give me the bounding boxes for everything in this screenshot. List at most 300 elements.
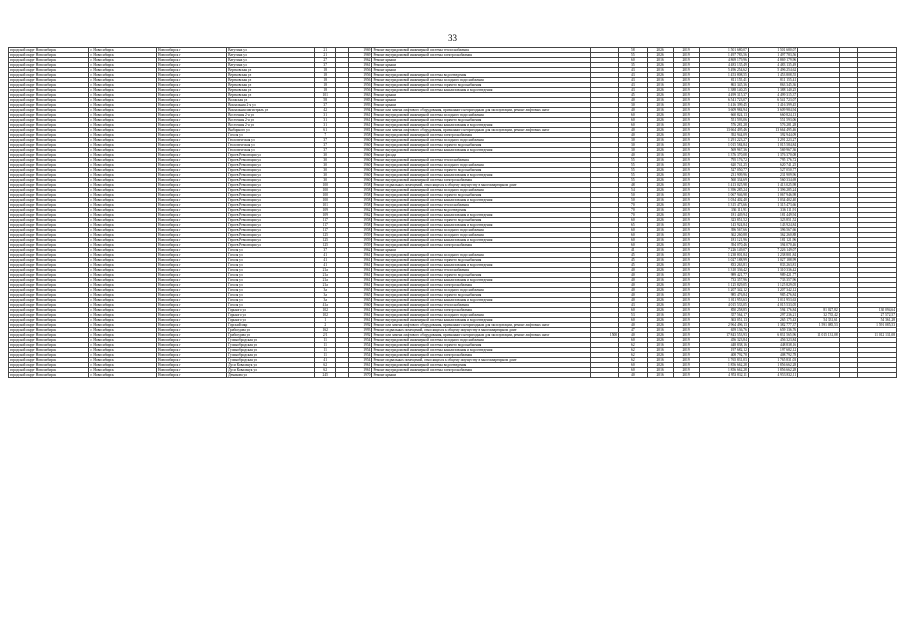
cell-settlement: Новосибирск г — [156, 153, 226, 158]
cell-fund-cost: 1 011 953,63 — [748, 298, 797, 303]
cell-fund-cost: 660 824,13 — [748, 113, 797, 118]
cell-work-type: Ремонт внутридомовой инженерной системы холодного водоснабжения — [372, 233, 590, 238]
cell-city: г. Новосибирск — [89, 338, 157, 343]
cell-year: 2019 — [673, 123, 699, 128]
cell-house-number: 37 — [315, 103, 336, 108]
cell-budget-cost: 130 094,64 — [857, 308, 896, 313]
cell-fund-cost: 6 541 723,07 — [748, 98, 797, 103]
cell-district: городской округ Новосибирск — [9, 68, 89, 73]
cell-settlement: Новосибирск г — [156, 238, 226, 243]
cell-settlement: Новосибирск г — [156, 108, 226, 113]
cell-street: Гусинобродская ул — [227, 358, 315, 363]
cell-plan-year: 2026 — [647, 173, 673, 178]
cell-year: 2019 — [673, 63, 699, 68]
cell-total-cost: 336 111,91 — [699, 208, 748, 213]
cell-total-cost: 181 121,96 — [699, 238, 748, 243]
cell-year-built: 1958 — [349, 188, 372, 193]
cell-plan-year: 2016 — [647, 123, 673, 128]
cell-street: Вертковская ул — [227, 83, 315, 88]
cell-total-cost: 1 015 584,84 — [699, 143, 748, 148]
cell-year-built: 1965 — [349, 288, 372, 293]
cell-work-type: Ремонт внутридомовой инженерной системы холодного водоснабжения — [372, 188, 590, 193]
cell-settlement: Новосибирск г — [156, 118, 226, 123]
cell-total-cost: 733 357,96 — [699, 278, 748, 283]
cell-year: 2019 — [673, 328, 699, 333]
cell-district: городской округ Новосибирск — [9, 368, 89, 373]
cell-total-cost: 363 051,13 — [699, 318, 748, 323]
cell-fund-cost: 985 476,84 — [748, 293, 797, 298]
cell-budget-cost: 11 012 131,08 — [857, 333, 896, 338]
cell-work-type: Ремонт внутридомовой инженерной системы канализования и водоотведения — [372, 298, 590, 303]
cell-house-number: 125 — [315, 233, 336, 238]
cell-year-built: 1961 — [349, 283, 372, 288]
cell-year: 2019 — [673, 103, 699, 108]
cell-wear: 55 — [619, 53, 648, 58]
cell-plan-year: 2026 — [647, 48, 673, 53]
cell-plan-year: 2016 — [647, 198, 673, 203]
cell-city: г. Новосибирск — [89, 183, 157, 188]
cell-fund-cost: 1 501 680,07 — [748, 48, 797, 53]
cell-district: городской округ Новосибирск — [9, 353, 89, 358]
cell-wear: 55 — [619, 168, 648, 173]
cell-house-number: 162 — [315, 328, 336, 333]
cell-city: г. Новосибирск — [89, 193, 157, 198]
cell-settlement: Новосибирск г — [156, 313, 226, 318]
cell-wear: 45 — [619, 93, 648, 98]
cell-year: 2019 — [673, 83, 699, 88]
cell-total-cost: 1 388 140,25 — [699, 88, 748, 93]
table-row — [9, 373, 897, 378]
cell-street: Восточная 2-я ул — [227, 123, 315, 128]
cell-total-cost: 985 476,84 — [699, 293, 748, 298]
cell-wear: 53 — [619, 313, 648, 318]
cell-settlement: Новосибирск г — [156, 73, 226, 78]
cell-wear: 45 — [619, 263, 648, 268]
cell-work-type: Ремонт или замена лифтового оборудования, признанного непригодным для эксплуатации, ремонт лифтовых шахт — [372, 108, 590, 113]
cell-plan-year: 2026 — [647, 63, 673, 68]
cell-work-type: Ремонт внутридомовой инженерной системы электроснабжения — [372, 133, 590, 138]
cell-year-built: 1961 — [349, 118, 372, 123]
cell-city: г. Новосибирск — [89, 298, 157, 303]
cell-fund-cost: 456 323,84 — [748, 338, 797, 343]
cell-year-built: 1994 — [349, 108, 372, 113]
cell-year-built: 1992 — [349, 333, 372, 338]
cell-work-type: Ремонт подвальных помещений, относящихся к общему имуществу в многоквартирном доме — [372, 183, 590, 188]
cell-wear: 40 — [619, 298, 648, 303]
cell-year: 2019 — [673, 53, 699, 58]
cell-year: 2019 — [673, 308, 699, 313]
cell-district: городской округ Новосибирск — [9, 183, 89, 188]
cell-wear: 40 — [619, 288, 648, 293]
cell-work-type: Ремонт внутридомовой инженерной системы холодного водоснабжения — [372, 163, 590, 168]
cell-year: 2019 — [673, 238, 699, 243]
cell-district: городской округ Новосибирск — [9, 93, 89, 98]
cell-district: городской округ Новосибирск — [9, 343, 89, 348]
cell-year: 2019 — [673, 133, 699, 138]
cell-city: г. Новосибирск — [89, 53, 157, 58]
cell-work-type: Ремонт внутридомовой инженерной системы водоотведения — [372, 363, 590, 368]
cell-settlement: Новосибирск г — [156, 273, 226, 278]
cell-district: городской округ Новосибирск — [9, 123, 89, 128]
cell-house-number: 100 — [315, 198, 336, 203]
cell-year-built: 1960 — [349, 168, 372, 173]
cell-work-type: Ремонт внутридомовой инженерной системы горячего водоснабжения — [372, 343, 590, 348]
cell-wear: 60 — [619, 58, 648, 63]
cell-street: Ватутина ул — [227, 48, 315, 53]
cell-year: 2019 — [673, 163, 699, 168]
cell-year: 2019 — [673, 363, 699, 368]
cell-year-built: 1958 — [349, 193, 372, 198]
cell-city: г. Новосибирск — [89, 63, 157, 68]
cell-city: г. Новосибирск — [89, 323, 157, 328]
cell-house-number: 102 — [315, 308, 336, 313]
cell-fund-cost: 181 121,96 — [748, 238, 797, 243]
cell-year: 2019 — [673, 158, 699, 163]
cell-work-type: Ремонт внутридомовой инженерной системы канализования и водоотведения — [372, 348, 590, 353]
cell-year-built: 1961 — [349, 368, 372, 373]
cell-plan-year: 2016 — [647, 78, 673, 83]
cell-wear: 45 — [619, 258, 648, 263]
cell-work-type: Ремонт внутридомовой инженерной системы горячего водоснабжения — [372, 193, 590, 198]
cell-work-type: Ремонт крыши — [372, 248, 590, 253]
cell-house-number: 11 — [315, 343, 336, 348]
cell-city: г. Новосибирск — [89, 133, 157, 138]
cell-street: Вертковская ул — [227, 78, 315, 83]
cell-year: 2019 — [673, 263, 699, 268]
cell-city: г. Новосибирск — [89, 293, 157, 298]
cell-house-number: 3а — [315, 288, 336, 293]
cell-budget-cost: 27 572,57 — [857, 313, 896, 318]
cell-year-built: 1954 — [349, 358, 372, 363]
cell-plan-year: 2016 — [647, 368, 673, 373]
cell-year: 2019 — [673, 258, 699, 263]
cell-wear: 58 — [619, 48, 648, 53]
cell-city: г. Новосибирск — [89, 58, 157, 63]
cell-street: Гусинобродская ул — [227, 348, 315, 353]
cell-house-number: 37 — [315, 143, 336, 148]
cell-wear: 55 — [619, 173, 648, 178]
cell-settlement: Новосибирск г — [156, 103, 226, 108]
cell-house-number: 30 — [315, 153, 336, 158]
cell-settlement: Новосибирск г — [156, 133, 226, 138]
cell-year: 2019 — [673, 333, 699, 338]
cell-year-built: 1992 — [349, 323, 372, 328]
cell-plan-year: 2026 — [647, 188, 673, 193]
cell-district: городской округ Новосибирск — [9, 328, 89, 333]
cell-year: 2019 — [673, 88, 699, 93]
cell-settlement: Новосибирск г — [156, 183, 226, 188]
cell-work-type: Ремонт внутридомовой инженерной системы канализования и водоотведения — [372, 238, 590, 243]
cell-year: 2019 — [673, 283, 699, 288]
cell-work-type: Ремонт крыши — [372, 98, 590, 103]
cell-street: Гоголя ул — [227, 253, 315, 258]
cell-year-built: 1960 — [349, 163, 372, 168]
cell-plan-year: 2016 — [647, 373, 673, 378]
cell-other-cost: 54 331,61 — [798, 318, 840, 323]
cell-district: городской округ Новосибирск — [9, 318, 89, 323]
cell-settlement: Новосибирск г — [156, 53, 226, 58]
cell-fund-cost: 1 207 342,12 — [748, 288, 797, 293]
cell-year-built: 1969 — [349, 48, 372, 53]
cell-work-type: Ремонт внутридомовой инженерной системы электроснабжения — [372, 178, 590, 183]
cell-fund-cost: 1 856 662,28 — [748, 368, 797, 373]
cell-total-cost: 396 567,66 — [699, 228, 748, 233]
cell-district: городской округ Новосибирск — [9, 263, 89, 268]
cell-year: 2019 — [673, 253, 699, 258]
cell-settlement: Новосибирск г — [156, 228, 226, 233]
cell-district: городской округ Новосибирск — [9, 298, 89, 303]
cell-year-built: 1960 — [349, 173, 372, 178]
cell-total-cost: 456 323,84 — [699, 338, 748, 343]
cell-settlement: Новосибирск г — [156, 143, 226, 148]
cell-year-built: 1961 — [349, 363, 372, 368]
cell-total-cost: 795 176,72 — [699, 158, 748, 163]
cell-plan-year: 2016 — [647, 223, 673, 228]
cell-fund-cost: 1 238 801,84 — [748, 253, 797, 258]
cell-year: 2019 — [673, 108, 699, 113]
cell-year: 2019 — [673, 213, 699, 218]
cell-wear: 54 — [619, 188, 648, 193]
cell-year: 2019 — [673, 323, 699, 328]
cell-settlement: Новосибирск г — [156, 248, 226, 253]
cell-year: 2019 — [673, 338, 699, 343]
cell-street: Вертковская ул — [227, 88, 315, 93]
cell-wear: 62 — [619, 348, 648, 353]
cell-wear: 40 — [619, 128, 648, 133]
cell-street: Героев Революции ул — [227, 198, 315, 203]
cell-street: Героев Революции ул — [227, 208, 315, 213]
cell-total-cost: 660 824,13 — [699, 113, 748, 118]
cell-wear: 70 — [619, 203, 648, 208]
cell-street: Гусинобродская ул — [227, 353, 315, 358]
cell-settlement: Новосибирск г — [156, 323, 226, 328]
cell-year: 2019 — [673, 188, 699, 193]
cell-fund-cost: 336 111,91 — [748, 208, 797, 213]
cell-year-built: 1993 — [349, 328, 372, 333]
cell-year-built: 1961 — [349, 268, 372, 273]
cell-wear: 60 — [619, 218, 648, 223]
cell-house-number: 18 — [315, 88, 336, 93]
cell-work-type: Ремонт внутридомовой инженерной системы электроснабжения — [372, 283, 590, 288]
cell-plan-year: 2026 — [647, 93, 673, 98]
cell-year-built: 1961 — [349, 313, 372, 318]
cell-fund-cost: 1 413 025,98 — [748, 183, 797, 188]
cell-year-built: 1961 — [349, 273, 372, 278]
cell-city: г. Новосибирск — [89, 153, 157, 158]
cell-work-type: Ремонт внутридомовой инженерной системы электроснабжения — [372, 243, 590, 248]
cell-year-built: 1965 — [349, 298, 372, 303]
cell-street: Гоголя ул — [227, 283, 315, 288]
cell-street: Героев Революции ул — [227, 233, 315, 238]
cell-settlement: Новосибирск г — [156, 318, 226, 323]
cell-work-type: Ремонт внутридомовой инженерной системы канализования и водоотведения — [372, 223, 590, 228]
cell-fund-cost: 396 567,66 — [748, 228, 797, 233]
cell-district: городской округ Новосибирск — [9, 103, 89, 108]
cell-year-built: 1956 — [349, 83, 372, 88]
cell-wear: 55 — [619, 178, 648, 183]
cell-wear: 60 — [619, 118, 648, 123]
cell-street: Вокзальная 2-я ул — [227, 103, 315, 108]
cell-year-built: 1958 — [349, 223, 372, 228]
cell-year: 2019 — [673, 113, 699, 118]
cell-total-cost: 1 067 946,98 — [699, 193, 748, 198]
cell-district: городской округ Новосибирск — [9, 303, 89, 308]
cell-house-number: 30 — [315, 178, 336, 183]
cell-year: 2019 — [673, 288, 699, 293]
cell-street: Героев Революции ул — [227, 203, 315, 208]
cell-other-cost: 11 015 131,08 — [798, 333, 840, 338]
cell-street: Героев Революции ул — [227, 173, 315, 178]
cell-total-cost: 1 376 370,08 — [699, 153, 748, 158]
cell-fund-cost: 576 281,28 — [748, 123, 797, 128]
cell-city: г. Новосибирск — [89, 68, 157, 73]
cell-work-type: Ремонт подвальных помещений, относящихся к общему имуществу в многоквартирном доме — [372, 328, 590, 333]
cell-city: г. Новосибирск — [89, 238, 157, 243]
cell-city: г. Новосибирск — [89, 333, 157, 338]
cell-year: 2019 — [673, 48, 699, 53]
cell-fund-cost: 4 483 135,49 — [748, 63, 797, 68]
cell-street: Ватутина ул — [227, 58, 315, 63]
cell-work-type: Ремонт внутридомовой инженерной системы канализования и водоотведения — [372, 318, 590, 323]
cell-street: Героев Революции ул — [227, 218, 315, 223]
cell-house-number: 3а — [315, 298, 336, 303]
cell-year-built: 1958 — [349, 203, 372, 208]
cell-settlement: Новосибирск г — [156, 63, 226, 68]
cell-plan-year: 2016 — [647, 238, 673, 243]
cell-house-number: 101 — [315, 203, 336, 208]
cell-fund-cost: 795 176,72 — [748, 158, 797, 163]
cell-district: городской округ Новосибирск — [9, 288, 89, 293]
cell-street: Геологическая ул — [227, 138, 315, 143]
cell-street: Героев Революции ул — [227, 153, 315, 158]
cell-fund-cost: 833 263,81 — [748, 263, 797, 268]
cell-district: городской округ Новосибирск — [9, 198, 89, 203]
cell-district: городской округ Новосибирск — [9, 48, 89, 53]
cell-city: г. Новосибирск — [89, 48, 157, 53]
cell-fund-cost: 1 125 829,05 — [748, 283, 797, 288]
cell-fund-cost: 1 291 223,27 — [748, 138, 797, 143]
cell-street: Гоголя ул — [227, 273, 315, 278]
cell-plan-year: 2026 — [647, 73, 673, 78]
cell-street: Вокзальная магистраль ул — [227, 108, 315, 113]
cell-district: городской округ Новосибирск — [9, 223, 89, 228]
cell-plan-year: 2026 — [647, 318, 673, 323]
cell-district: городской округ Новосибирск — [9, 258, 89, 263]
cell-settlement: Новосибирск г — [156, 338, 226, 343]
cell-work-type: Ремонт внутридомовой инженерной системы канализования и водоотведения — [372, 213, 590, 218]
cell-year-built: 1956 — [349, 68, 372, 73]
cell-street: Выборного ул — [227, 128, 315, 133]
cell-plan-year: 2026 — [647, 183, 673, 188]
cell-work-type: Ремонт внутридомовой инженерной системы водоотведения — [372, 73, 590, 78]
cell-house-number: 37 — [315, 248, 336, 253]
cell-fund-cost: 1 497 783,56 — [748, 53, 797, 58]
cell-district: городской округ Новосибирск — [9, 268, 89, 273]
cell-wear: 43 — [619, 303, 648, 308]
cell-city: г. Новосибирск — [89, 353, 157, 358]
cell-city: г. Новосибирск — [89, 143, 157, 148]
cell-street: Гоголя ул — [227, 268, 315, 273]
cell-year: 2019 — [673, 243, 699, 248]
cell-year: 2019 — [673, 318, 699, 323]
cell-fund-cost: 594 176,84 — [748, 308, 797, 313]
cell-fund-cost: 4 869 179,96 — [748, 58, 797, 63]
cell-fund-cost: 1 382 777,37 — [748, 323, 797, 328]
cell-year: 2019 — [673, 373, 699, 378]
cell-city: г. Новосибирск — [89, 203, 157, 208]
cell-total-cost: 833 263,81 — [699, 263, 748, 268]
cell-total-cost: 850 258,85 — [699, 308, 748, 313]
cell-year-built: 1954 — [349, 353, 372, 358]
cell-house-number: 41 — [315, 253, 336, 258]
cell-street: Героев Революции ул — [227, 178, 315, 183]
cell-year: 2019 — [673, 128, 699, 133]
cell-settlement: Новосибирск г — [156, 263, 226, 268]
cell-year-built: 1962 — [349, 58, 372, 63]
cell-fund-cost: 620 741,25 — [748, 163, 797, 168]
cell-plan-year: 2026 — [647, 268, 673, 273]
cell-house-number: 117 — [315, 228, 336, 233]
cell-total-cost: 1 765 831,03 — [699, 358, 748, 363]
cell-total-cost: 408 792,78 — [699, 353, 748, 358]
cell-plan-year: 2016 — [647, 258, 673, 263]
cell-year: 2019 — [673, 78, 699, 83]
cell-plan-year: 2016 — [647, 108, 673, 113]
cell-building — [336, 373, 349, 378]
cell-district: городской округ Новосибирск — [9, 218, 89, 223]
cell-street: Грибоедова ул — [227, 328, 315, 333]
cell-work-type: Ремонт внутридомовой инженерной системы водоотведения — [372, 208, 590, 213]
cell-city: г. Новосибирск — [89, 163, 157, 168]
cell-plan-year: 2026 — [647, 118, 673, 123]
cell-house-number: 11 — [315, 338, 336, 343]
cell-house-number: 109 — [315, 213, 336, 218]
cell-settlement: Новосибирск г — [156, 213, 226, 218]
cell-street: Вертковская ул — [227, 73, 315, 78]
cell-street: Гоголя ул — [227, 298, 315, 303]
cell-total-cost: 1 291 223,27 — [699, 138, 748, 143]
cell-district: городской округ Новосибирск — [9, 58, 89, 63]
cell-fund-cost: 197 682,12 — [748, 348, 797, 353]
cell-house-number: 18 — [315, 78, 336, 83]
cell-city: г. Новосибирск — [89, 373, 157, 378]
cell-plan-year: 2016 — [647, 193, 673, 198]
cell-work-type: Ремонт внутридомовой инженерной системы теплоснабжения — [372, 48, 590, 53]
cell-district: городской округ Новосибирск — [9, 133, 89, 138]
cell-year-built: 1970 — [349, 373, 372, 378]
cell-plan-year: 2016 — [647, 278, 673, 283]
cell-district: городской округ Новосибирск — [9, 73, 89, 78]
cell-plan-year: 2026 — [647, 133, 673, 138]
cell-city: г. Новосибирск — [89, 218, 157, 223]
cell-settlement: Новосибирск г — [156, 138, 226, 143]
cell-year-built: 1981 — [349, 128, 372, 133]
cell-work-type: Ремонт внутридомовой инженерной системы канализования и водоотведения — [372, 263, 590, 268]
cell-plan-year: 2016 — [647, 253, 673, 258]
cell-plan-year: 2026 — [647, 263, 673, 268]
cell-district: городской округ Новосибирск — [9, 293, 89, 298]
cell-district: городской округ Новосибирск — [9, 323, 89, 328]
cell-street: Горького ул — [227, 308, 315, 313]
cell-settlement: Новосибирск г — [156, 83, 226, 88]
cell-total-cost: 1 125 829,05 — [699, 283, 748, 288]
cell-street: Гоголя ул — [227, 278, 315, 283]
cell-city: г. Новосибирск — [89, 208, 157, 213]
cell-house-number: 2 — [315, 323, 336, 328]
cell-wear: 43 — [619, 73, 648, 78]
cell-fund-cost: 181 449,94 — [748, 213, 797, 218]
cell-fund-cost: 1 015 584,84 — [748, 143, 797, 148]
